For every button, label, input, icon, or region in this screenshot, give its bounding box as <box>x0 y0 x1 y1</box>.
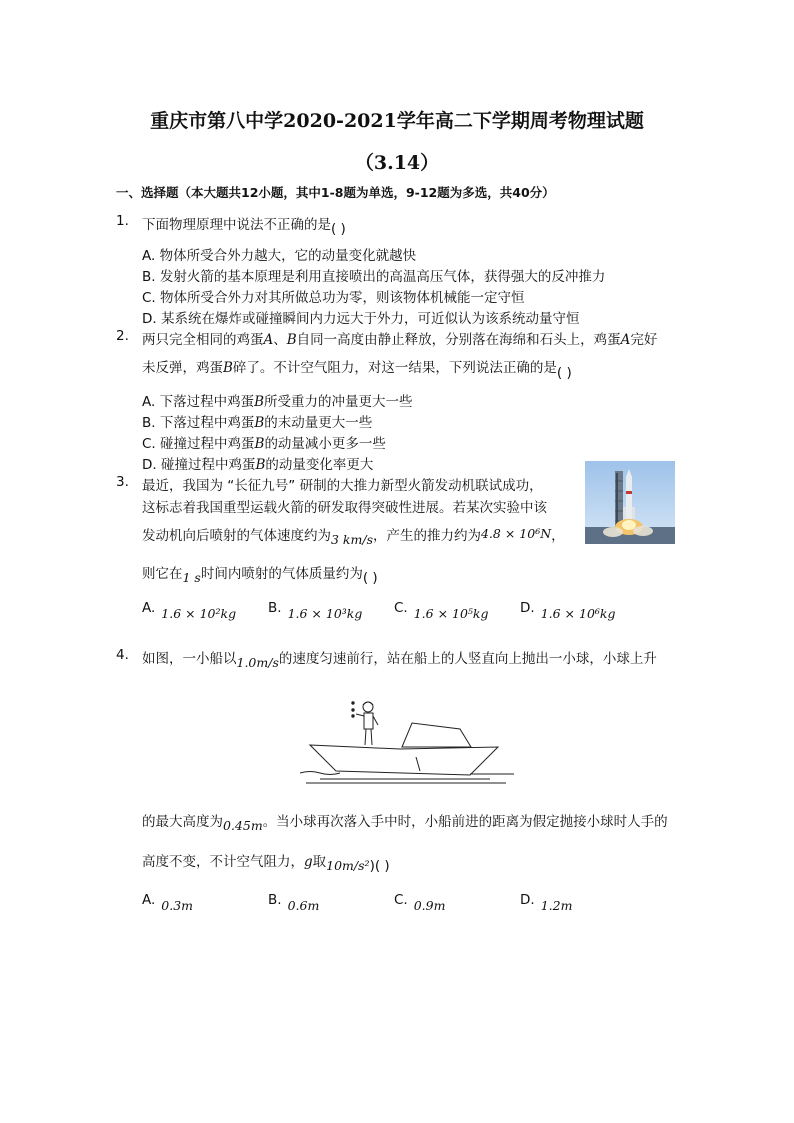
q3-stem-line4: 则它在1 s时间内喷射的气体质量约为( ) <box>142 566 378 586</box>
q4-choice-d: D. 1.2m <box>520 892 573 913</box>
boat-with-person-icon <box>300 695 514 795</box>
q2-option-b: B. 下落过程中鸡蛋B的末动量更大一些 <box>142 415 373 431</box>
q4-choice-a: A. 0.3m <box>142 892 194 913</box>
section-header: 一、选择题（本大题共12小题，其中1-8题为单选，9-12题为多选，共40分） <box>116 185 555 200</box>
q4-speed: 1.0m/s <box>236 655 279 670</box>
rocket-icon <box>585 461 675 544</box>
q1-number: 1. <box>116 213 129 229</box>
q4-choice-b: B. 0.6m <box>268 892 320 913</box>
q1-stem: 下面物理原理中说法不正确的是( ) <box>142 217 346 237</box>
q4-height: 0.45m <box>223 818 263 833</box>
q3-force: 4.8 × 10⁶N <box>480 526 552 541</box>
q3-choice-c: C. 1.6 × 10⁵kg <box>394 600 489 621</box>
q1-option-d: D. 某系统在爆炸或碰撞瞬间内力远大于外力，可近似认为该系统动量守恒 <box>142 311 580 327</box>
q4-stem-line3: 高度不变，不计空气阻力，g取10m/s²)( ) <box>142 854 390 874</box>
q3-choice-b: B. 1.6 × 10³kg <box>268 600 363 621</box>
q2-number: 2. <box>116 328 129 344</box>
q1-option-c: C. 物体所受合外力对其所做总功为零，则该物体机械能一定守恒 <box>142 290 525 306</box>
q3-number: 3. <box>116 474 129 490</box>
q2-option-c: C. 碰撞过程中鸡蛋B的动量减小更多一些 <box>142 436 386 452</box>
q2-option-d: D. 碰撞过程中鸡蛋B的动量变化率更大 <box>142 457 374 473</box>
q3-stem-line1: 最近，我国为 “长征九号” 研制的大推力新型火箭发动机联试成功， <box>142 478 543 494</box>
q3-stem-line2: 这标志着我国重型运载火箭的研发取得突破性进展。若某次实验中该 <box>142 500 547 516</box>
q3-choice-d: D. 1.6 × 10⁶kg <box>520 600 616 621</box>
q2-stem-line2: 未反弹，鸡蛋B碎了。不计空气阻力，对这一结果，下列说法正确的是( ) <box>142 360 572 381</box>
q1-answer-paren: ( ) <box>331 221 346 237</box>
q3-answer-paren: ( ) <box>362 570 378 586</box>
rocket-launch-image <box>585 461 675 544</box>
q1-option-b: B. 发射火箭的基本原理是利用直接喷出的高温高压气体，获得强大的反冲推力 <box>142 269 606 285</box>
q4-stem-line1: 如图，一小船以1.0m/s的速度匀速前行，站在船上的人竖直向上抛出一小球，小球上升 <box>142 651 657 670</box>
page-title: 重庆市第八中学2020-2021学年高二下学期周考物理试题 <box>150 110 644 132</box>
q2-stem-line1: 两只完全相同的鸡蛋A、B自同一高度由静止释放，分别落在海绵和石头上，鸡蛋A完好 <box>142 332 658 348</box>
q3-stem-line3: 发动机向后喷射的气体速度约为3 km/s，产生的推力约为4.8 × 10⁶N， <box>142 526 565 547</box>
q1-option-a: A. 物体所受合外力越大，它的动量变化就越快 <box>142 248 417 264</box>
q4-choice-c: C. 0.9m <box>394 892 446 913</box>
q3-choice-a: A. 1.6 × 10²kg <box>142 600 237 621</box>
q3-speed: 3 km/s <box>331 532 373 547</box>
q3-time: 1 s <box>182 570 201 585</box>
boat-figure <box>300 695 514 795</box>
q4-gravity: 10m/s² <box>326 858 370 873</box>
q4-number: 4. <box>116 647 129 663</box>
q2-option-a: A. 下落过程中鸡蛋B所受重力的冲量更大一些 <box>142 394 413 410</box>
page-subtitle: （3.14） <box>354 152 440 174</box>
q2-answer-paren: ( ) <box>556 365 572 381</box>
q4-stem-line2: 的最大高度为0.45m。当小球再次落入手中时，小船前进的距离为假定抛接小球时人手的 <box>142 814 668 833</box>
